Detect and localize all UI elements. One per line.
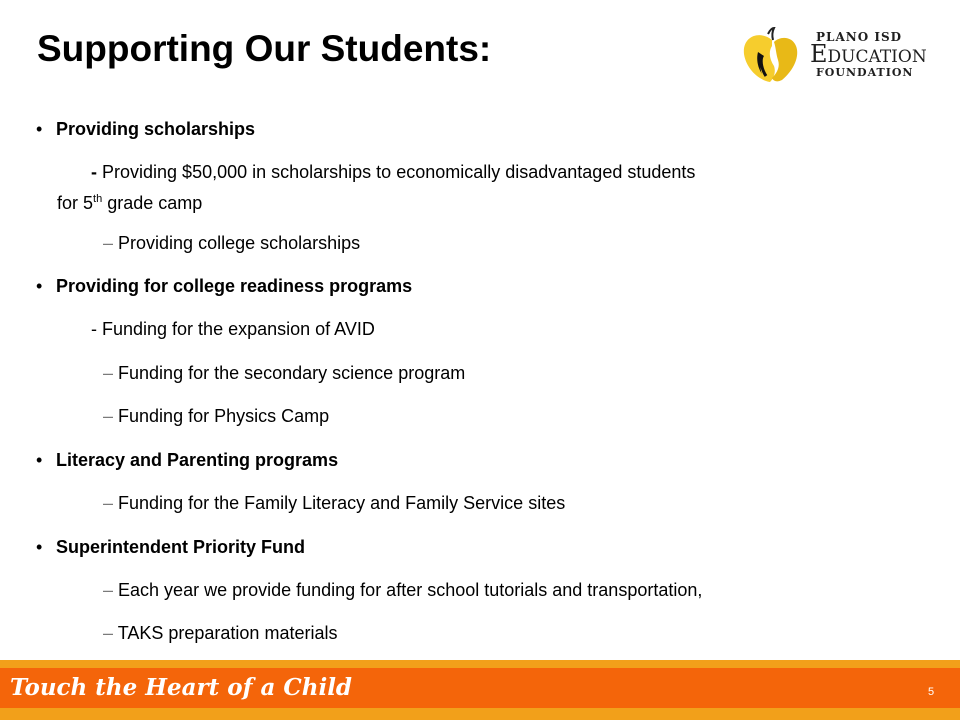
sub-item [103, 406, 329, 427]
bullet-icon: • [36, 276, 43, 296]
apple-heart-icon [738, 26, 808, 84]
en-dash-icon: – [103, 493, 114, 513]
sub-item-text: Providing $50,000 in scholarships to economically disadvantaged students [102, 162, 696, 182]
superscript: th [93, 193, 103, 205]
en-dash-icon: – [103, 363, 114, 383]
bullet-item [36, 276, 412, 297]
sub-item-text: Each year we provide funding for after school tutorials and transportation, [118, 580, 703, 600]
en-dash-icon: – [103, 233, 114, 253]
bullet-item [36, 537, 305, 558]
bullet-text: Providing scholarships [56, 119, 256, 139]
bullet-text: Superintendent Priority Fund [56, 537, 306, 557]
en-dash-icon: – [103, 623, 114, 643]
sub-item-text: Providing college scholarships [118, 233, 361, 253]
bullet-text: Providing for college readiness programs [56, 276, 413, 296]
sub-item-text: for 5 [57, 193, 94, 213]
sub-item [103, 363, 465, 384]
sub-item-text: Funding for the Family Literacy and Family Service sites [118, 493, 566, 513]
page-number: 5 [928, 686, 935, 698]
en-dash-icon: – [103, 406, 114, 426]
footer-tagline: Touch the Heart of a Child [10, 674, 353, 701]
sub-item-text: Funding for Physics Camp [118, 406, 330, 426]
logo-line-2: Education [810, 40, 927, 68]
bullet-icon: • [36, 450, 43, 470]
sub-item [103, 233, 360, 254]
plano-isd-education-foundation-logo [738, 26, 928, 86]
bullet-icon: • [36, 119, 43, 139]
sub-item [103, 580, 702, 601]
sub-item-continuation [57, 189, 202, 214]
sub-item-text: grade camp [102, 193, 203, 213]
footer-band-top [0, 660, 960, 668]
sub-item [91, 162, 695, 183]
sub-item [103, 493, 565, 514]
sub-item [103, 623, 337, 644]
sub-item-text: TAKS preparation materials [117, 623, 338, 643]
bullet-text: Literacy and Parenting programs [56, 450, 339, 470]
bullet-item [36, 450, 338, 471]
bullet-item [36, 119, 255, 140]
bullet-icon: • [36, 537, 43, 557]
logo-line-1: PLANO ISD [816, 30, 903, 44]
sub-item-dash: - [91, 162, 97, 182]
logo-line-3: FOUNDATION [816, 66, 914, 79]
sub-item [91, 319, 375, 340]
en-dash-icon: – [103, 580, 114, 600]
footer-band-bottom [0, 708, 960, 720]
slide-title: Supporting Our Students: [37, 28, 492, 69]
sub-item-text: Funding for the secondary science program [118, 363, 466, 383]
sub-item-text: - Funding for the expansion of AVID [91, 319, 375, 339]
footer-banner [0, 660, 960, 720]
